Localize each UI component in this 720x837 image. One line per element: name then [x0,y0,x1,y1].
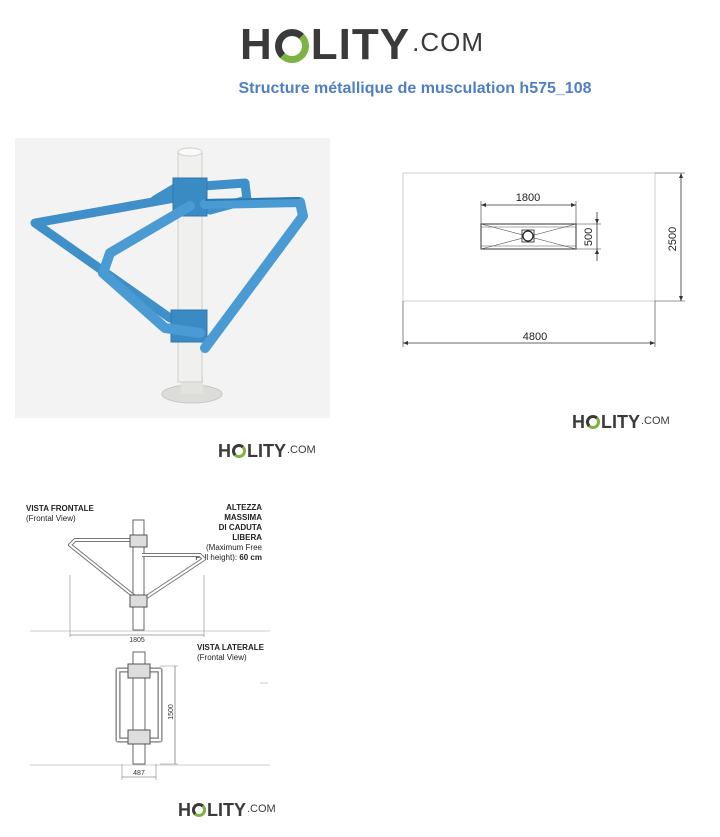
side-view-label: VISTA LATERALE (Frontal View) [197,643,264,662]
logo-suffix: .COM [287,444,316,456]
dim-area-width: 4800 [522,331,548,343]
logo-letters: LITY [247,441,286,461]
fall-height-label: ALTEZZA MASSIMA DI CADUTA LIBERA (Maximum Free Fall height): 60 cm [195,503,262,562]
logo-ring-icon [192,803,206,817]
front-dim-width: 1805 [129,637,145,644]
dim-bar-depth: 500 [583,227,595,247]
logo-letter-h: H [218,441,231,461]
dim-bar-width: 1800 [515,192,541,204]
logo-suffix: .COM [247,803,276,815]
side-dim-height: 1500 [168,704,175,720]
logo-letters: LITY [207,800,246,820]
dim-area-depth: 2500 [667,226,679,252]
front-view-label: VISTA FRONTALE (Frontal View) [26,504,94,523]
side-view-drawing [30,650,270,785]
front-view-drawing [30,515,270,645]
logo-ring-icon [586,415,600,429]
logo-ring-icon [232,444,246,458]
page-title: Structure métallique de musculation h575_108 [238,80,592,97]
logo-letters: LITY [310,20,411,69]
brand-logo[interactable] [240,20,484,67]
logo-letters: LITY [601,412,640,432]
logo-letter-h: H [178,800,191,820]
product-render-image [15,138,330,418]
logo-letter-h: H [572,412,585,432]
render-logo [218,441,316,460]
plan-drawing [395,165,695,355]
views-logo [178,800,276,819]
logo-letter-h: H [240,20,273,69]
side-dim-width: 487 [133,770,145,777]
plan-logo [572,412,670,431]
logo-suffix: .COM [412,27,484,57]
logo-suffix: .COM [641,415,670,427]
logo-ring-icon [275,29,309,63]
